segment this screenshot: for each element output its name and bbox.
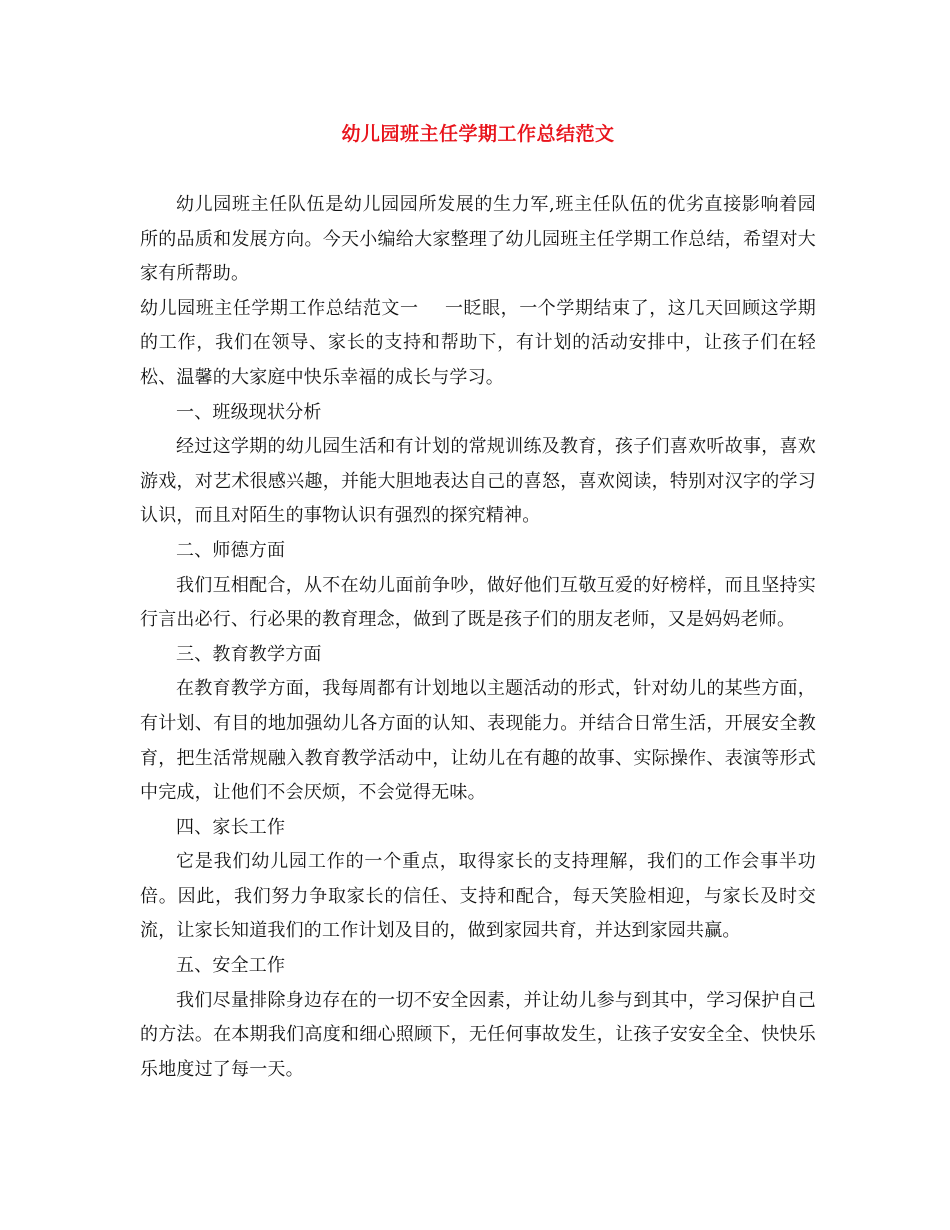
section-body-safety: 我们尽量排除身边存在的一切不安全因素，并让幼儿参与到其中，学习保护自己的方法。在本期我们高度和细心照顾下，无任何事故发生，让孩子安安全全、快快乐乐地度过了每一天。 xyxy=(140,989,816,1080)
section-heading-safety: 五、安全工作 xyxy=(176,955,286,977)
section-heading-class-status: 一、班级现状分析 xyxy=(176,401,322,423)
document-title: 幼儿园班主任学期工作总结范文 xyxy=(341,123,615,145)
essay-label: 幼儿园班主任学期工作总结范文一 xyxy=(140,297,419,319)
section-heading-teacher-ethics: 二、师德方面 xyxy=(176,539,286,561)
intro-paragraph: 幼儿园班主任队伍是幼儿园园所发展的生力军,班主任队伍的优劣直接影响着园所的品质和发展方向。今天小编给大家整理了幼儿园班主任学期工作总结，希望对大家有所帮助。 xyxy=(140,194,816,285)
essay-opening-paragraph xyxy=(140,292,816,396)
section-body-teacher-ethics: 我们互相配合，从不在幼儿面前争吵，做好他们互敬互爱的好榜样，而且坚持实行言出必行、行必果的教育理念，做到了既是孩子们的朋友老师，又是妈妈老师。 xyxy=(140,574,816,631)
essay-opening-text: 一眨眼，一个学期结束了，这几天回顾这学期的工作，我们在领导、家长的支持和帮助下，有计划的活动安排中，让孩子们在轻松、温馨的大家庭中快乐幸福的成长与学习。 xyxy=(140,297,817,388)
section-body-parents: 它是我们幼儿园工作的一个重点，取得家长的支持理解，我们的工作会事半功倍。因此，我们努力争取家长的信任、支持和配合，每天笑脸相迎，与家长及时交流，让家长知道我们的工作计划及目的，做到家园共育，并达到家园共赢。 xyxy=(140,851,816,942)
section-heading-parents: 四、家长工作 xyxy=(176,816,286,838)
document-page xyxy=(140,118,816,1087)
section-body-class-status: 经过这学期的幼儿园生活和有计划的常规训练及教育，孩子们喜欢听故事，喜欢游戏，对艺术很感兴趣，并能大胆地表达自己的喜怒，喜欢阅读，特别对汉字的学习认识，而且对陌生的事物认识有强烈的探究精神。 xyxy=(140,436,816,527)
section-heading-teaching: 三、教育教学方面 xyxy=(176,643,322,665)
section-body-teaching: 在教育教学方面，我每周都有计划地以主题活动的形式，针对幼儿的某些方面，有计划、有目的地加强幼儿各方面的认知、表现能力。并结合日常生活，开展安全教育，把生活常规融入教育教学活动中，让幼儿在有趣的故事、实际操作、表演等形式中完成，让他们不会厌烦，不会觉得无味。 xyxy=(140,678,816,804)
